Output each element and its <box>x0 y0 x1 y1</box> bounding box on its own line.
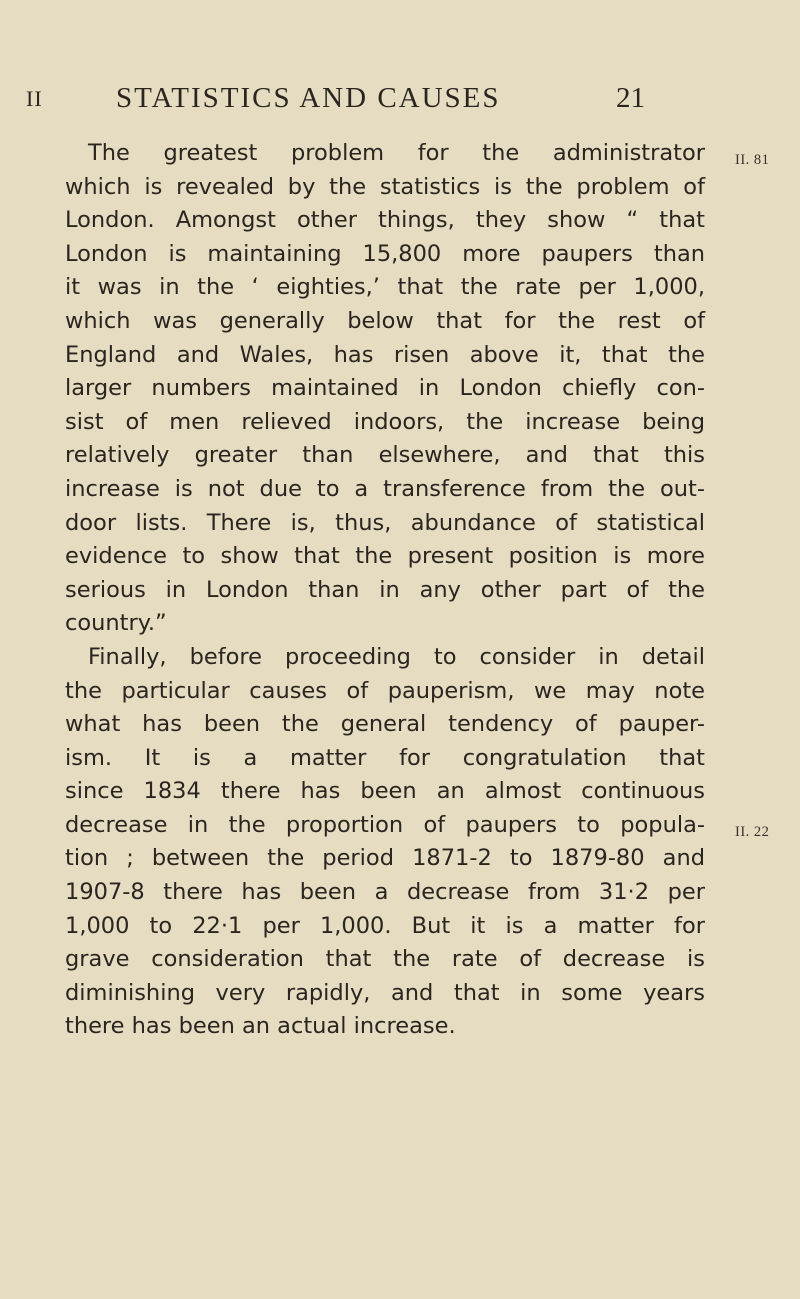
text-line: serious in London than in any other part of the <box>65 576 705 603</box>
text-line: which was generally below that for the rest of <box>65 307 705 334</box>
text-line: 1,000 to 22·1 per 1,000. But it is a matter for <box>65 912 705 939</box>
text-line: since 1834 there has been an almost continuous <box>65 778 705 805</box>
body-text <box>65 137 705 1044</box>
text-line: there has been an actual increase. <box>65 1013 456 1040</box>
text-line: The greatest problem for the administrator <box>88 140 705 166</box>
chapter-number: II <box>26 86 43 111</box>
text-line: country.” <box>65 610 167 637</box>
text-line: relatively greater than elsewhere, and that this <box>65 442 705 469</box>
page-number: 21 <box>616 82 645 114</box>
page-header <box>0 82 800 122</box>
text-line: the particular causes of pauperism, we may note <box>65 677 705 704</box>
text-line: evidence to show that the present position is more <box>65 543 705 570</box>
text-line: grave consideration that the rate of decrease is <box>65 946 705 973</box>
running-title: STATISTICS AND CAUSES <box>116 82 501 114</box>
text-line: London. Amongst other things, they show “ that <box>65 207 705 234</box>
text-line: Finally, before proceeding to consider in detail <box>88 643 705 670</box>
margin-reference: II. 81 <box>735 152 770 168</box>
text-line: it was in the ‘ eighties,’ that the rate per 1,000, <box>65 274 705 301</box>
text-line: which is revealed by the statistics is the problem of <box>65 173 705 200</box>
text-line: sist of men relieved indoors, the increase being <box>65 408 705 435</box>
margin-reference: II. 22 <box>735 824 770 840</box>
text-line: increase is not due to a transference from the out- <box>65 475 705 502</box>
text-line: door lists. There is, thus, abundance of statistical <box>65 509 705 536</box>
text-line: London is maintaining 15,800 more paupers than <box>65 240 705 267</box>
text-line: larger numbers maintained in London chiefly con- <box>65 375 705 402</box>
text-line: decrease in the proportion of paupers to popula- <box>65 811 705 838</box>
text-line: England and Wales, has risen above it, that the <box>65 341 705 368</box>
text-line: ism. It is a matter for congratulation that <box>65 744 705 771</box>
text-line: 1907-8 there has been a decrease from 31·2 per <box>65 879 705 906</box>
text-line: tion ; between the period 1871-2 to 1879-80 and <box>65 845 705 872</box>
text-line: diminishing very rapidly, and that in some years <box>65 979 705 1006</box>
text-line: what has been the general tendency of pauper- <box>65 711 705 738</box>
